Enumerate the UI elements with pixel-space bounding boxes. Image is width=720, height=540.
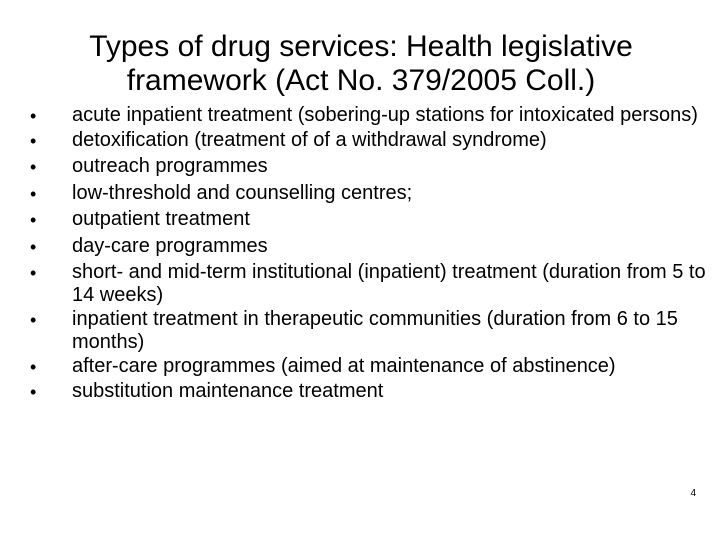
bullet-item	[30, 308, 710, 353]
bullet-item	[30, 155, 710, 178]
bullet-item	[30, 208, 710, 231]
bullet-icon: •	[30, 157, 37, 177]
bullet-text: substitution maintenance treatment	[72, 379, 384, 402]
page-number: 4	[690, 488, 696, 499]
bullet-item	[30, 235, 710, 258]
bullet-text: day-care programmes	[72, 234, 268, 257]
bullet-icon: •	[30, 357, 37, 377]
bullet-text: short- and mid-term institutional (inpatient) treatment (duration from 5 to 14 weeks)	[72, 261, 706, 306]
bullet-text: after-care programmes (aimed at maintenance of abstinence)	[72, 355, 616, 377]
bullet-text: low-threshold and counselling centres;	[72, 181, 413, 204]
bullet-item	[30, 182, 710, 205]
bullet-text: outreach programmes	[72, 155, 268, 177]
bullet-icon: •	[30, 236, 37, 257]
bullet-text: detoxification (treatment of of a withdrawal syndrome)	[72, 128, 547, 151]
bullet-item	[30, 129, 710, 152]
bullet-icon: •	[30, 310, 37, 330]
bullet-text: outpatient treatment	[72, 208, 250, 230]
bullet-icon: •	[30, 381, 37, 402]
bullet-list	[30, 104, 710, 406]
bullet-icon: •	[30, 263, 37, 283]
bullet-icon: •	[30, 106, 37, 126]
bullet-item	[30, 104, 710, 127]
bullet-icon: •	[30, 183, 37, 204]
slide-title: Types of drug services: Health legislative framework (Act No. 379/2005 Coll.)	[89, 30, 633, 97]
bullet-text: acute inpatient treatment (sobering-up stations for intoxicated persons)	[72, 104, 698, 126]
bullet-text: inpatient treatment in therapeutic communities (duration from 6 to 15 months)	[72, 308, 678, 353]
bullet-item	[30, 261, 710, 306]
bullet-icon: •	[30, 130, 37, 151]
bullet-item	[30, 380, 710, 403]
bullet-icon: •	[30, 210, 37, 230]
bullet-item	[30, 355, 710, 378]
